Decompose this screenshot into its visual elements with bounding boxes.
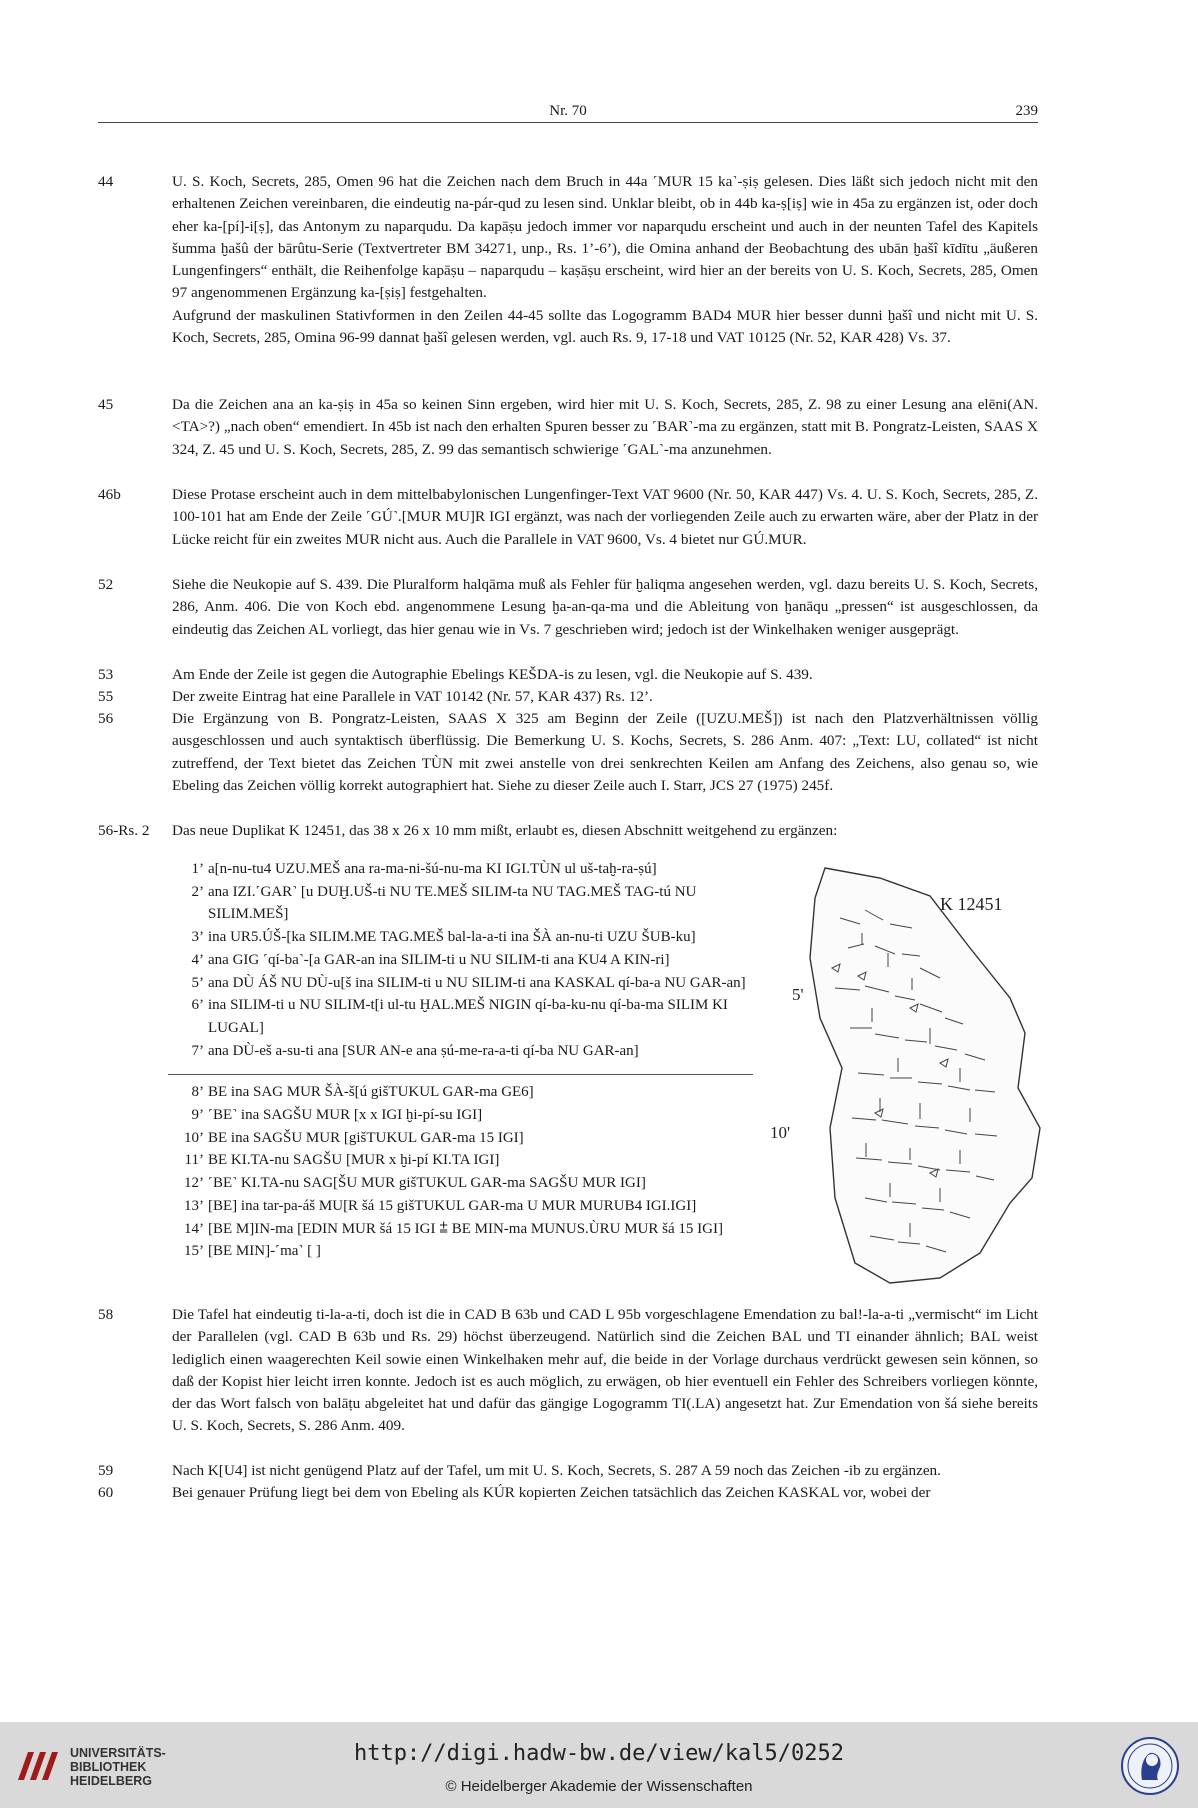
- note-number: 60: [98, 1484, 114, 1501]
- note-number: 52: [98, 576, 114, 593]
- page-number: 239: [1015, 103, 1038, 119]
- line-number: 2’: [191, 883, 204, 900]
- note-number: 55: [98, 688, 114, 705]
- note-53: [98, 664, 1038, 686]
- translit-line: [168, 858, 768, 881]
- library-name-line: BIBLIOTHEK: [70, 1760, 147, 1774]
- line-number: 8’: [191, 1084, 204, 1101]
- translit-line: [168, 881, 768, 926]
- line-number: 3’: [191, 929, 204, 946]
- translit-line: [168, 1104, 768, 1127]
- line-text: ina SILIM-ti u NU SILIM-t[i ul-tu ḪAL.MEŠ NIGIN qí-ba-ku-nu qí-ba-ma SILIM KI LUGAL]: [208, 997, 728, 1036]
- note-text: Da die Zeichen ana an ka-ṣiṣ in 45a so keinen Sinn ergeben, wird hier mit U. S. Koch, Secrets, 285, Z. 98 zu einer Lesung ana elēni(AN.<TA>?) „nach oben“ emendiert. In 45b ist nach den erhalten Spuren besser zu ˹BAR˺-ma zu ergänzen, statt mit B. Pongratz-Leisten, SAAS X 324, Z. 45 und U. S. Koch, Secrets, 285, Z. 99 das semantisch schwierige ˹GAL˺-ma anzunehmen.: [172, 396, 1038, 458]
- line-text: BE KI.TA-nu SAGŠU [MUR x ḫi-pí KI.TA IGI]: [208, 1152, 500, 1169]
- line-text: ˹BE˺ KI.TA-nu SAG[ŠU MUR gišTUKUL GAR-ma SAGŠU MUR IGI]: [208, 1175, 646, 1192]
- copyright-notice: © Heidelberger Akademie der Wissenschaften: [445, 1778, 753, 1795]
- line-number: 10’: [184, 1129, 204, 1146]
- line-number: 7’: [191, 1042, 204, 1059]
- line-text: ana DÙ-eš a-su-ti ana [SUR AN-e ana ṣú-me-ra-a-ti qí-ba NU GAR-an]: [208, 1042, 639, 1059]
- line-text: [BE] ina tar-pa-áš MU[R šá 15 gišTUKUL GAR-ma U MUR MURUB4 IGI.IGI]: [208, 1197, 697, 1214]
- line-text: BE ina SAG MUR ŠÀ-š[ú gišTUKUL GAR-ma GE6]: [208, 1084, 534, 1101]
- translit-line: [168, 1149, 768, 1172]
- note-number: 46b: [98, 486, 121, 503]
- running-header: [98, 103, 1038, 121]
- source-url-link[interactable]: http://digi.hadw-bw.de/view/kal5/0252: [353, 1741, 845, 1766]
- line-text: ana GIG ˹qí-ba˺-[a GAR-an ina SILIM-ti u NU SILIM-ti ana KU4 A KIN-ri]: [208, 951, 670, 968]
- tablet-drawing: [770, 858, 1090, 1288]
- line-number: 11’: [184, 1152, 204, 1169]
- note-60: [98, 1482, 1038, 1504]
- note-text: Die Ergänzung von B. Pongratz-Leisten, SAAS X 325 am Beginn der Zeile ([UZU.MEŠ]) ist nach den Platzverhältnissen völlig ausgeschlossen und auch syntaktisch überflüssig. Die Bemerkung U. S. Kochs, Secrets, S. 286 Anm. 407: „Text: LU, collated“ ist nicht zutreffend, der Text bietet das Zeichen TÙN mit zwei anstelle von drei senkrechten Keilen am Anfang des Zeichens, also genau so, wie Ebeling das Zeichen völlig korrekt autographiert hat. Siehe zu dieser Zeile auch I. Starr, JCS 27 (1975) 245f.: [172, 710, 1038, 794]
- line-text: a[n-nu-tu4 UZU.MEŠ ana ra-ma-ni-šú-nu-ma KI IGI.TÙN ul uš-taḫ-ra-ṣú]: [208, 861, 657, 877]
- translit-line: [168, 1127, 768, 1150]
- library-name-line: UNIVERSITÄTS-: [70, 1746, 166, 1760]
- line-number: 6’: [191, 997, 204, 1014]
- line-number: 9’: [191, 1107, 204, 1124]
- translit-line: [168, 1218, 768, 1241]
- library-name-line: HEIDELBERG: [70, 1774, 152, 1788]
- note-text: Siehe die Neukopie auf S. 439. Die Pluralform halqāma muß als Fehler für ḫaliqma angesehen werden, vgl. dazu bereits U. S. Koch, Secrets, 286, Anm. 406. Die von Koch ebd. angenommene Lesung ḫa-an-qa-ma und die Ableitung von ḫanāqu „pressen“ ist ausgeschlossen, da eindeutig das Zeichen AL vorliegt, das hier genau wie in Vs. 7 geschrieben wird; jedoch ist der Winkelhaken weniger ausgeprägt.: [172, 576, 1038, 638]
- note-55: [98, 686, 1038, 708]
- note-text: Aufgrund der maskulinen Stativformen in den Zeilen 44-45 sollte das Logogramm BAD4 MUR hier besser dunni ḫašî und nicht mit U. S. Koch, Secrets, 285, Omina 96-99 dannat ḫašî gelesen werden, vgl. auch Rs. 9, 17-18 und VAT 10125 (Nr. 52, KAR 428) Vs. 37.: [172, 306, 1038, 347]
- translit-line: [168, 994, 768, 1039]
- line-number: 12’: [184, 1175, 204, 1192]
- note-text: Die Tafel hat eindeutig ti-la-a-ti, doch ist die in CAD B 63b und CAD L 95b vorgeschlagene Emendation zu bal!-la-a-ti „vermischt“ im Licht der Parallelen (vgl. CAD B 63b und Rs. 29) höchst überzeugend. Natürlich sind die Zeichen BAL und TI einander ähnlich; BAL weist lediglich einen waagerechten Keil sowie einen Winkelhaken mehr auf, die beide in der Vorlage durchaus verdrückt gewesen sein können, so daß der Kopist hier leicht irren konnte. Jedoch ist es auch möglich, zu erwägen, ob hier eventuell ein Fehler des Schreibers vorliegen könnte, der das Wort falsch von balāṭu abgeleitet hat und dafür das gängige Logogramm TI(.LA) angesetzt hat. Zur Emendation von šá siehe bereits U. S. Koch, Secrets, S. 286 Anm. 409.: [172, 1306, 1038, 1435]
- translit-line: [168, 1040, 768, 1063]
- note-number: 59: [98, 1462, 114, 1479]
- note-text: Am Ende der Zeile ist gegen die Autographie Ebelings KEŠDA-is zu lesen, vgl. die Neukopie auf S. 439.: [172, 666, 813, 683]
- running-title: Nr. 70: [549, 103, 587, 119]
- note-text: Der zweite Eintrag hat eine Parallele in VAT 10142 (Nr. 57, KAR 437) Rs. 12’.: [172, 688, 653, 705]
- line-number: 1’: [191, 861, 204, 877]
- note-text: Diese Protase erscheint auch in dem mittelbabylonischen Lungenfinger-Text VAT 9600 (Nr. 50, KAR 447) Vs. 4. U. S. Koch, Secrets, 285, Z. 100-101 hat am Ende der Zeile ˹GÚ˺.[MUR MU]R IGI ergänzt, was nach der vorliegenden Zeile auch zu erwarten wäre, aber der Platz in der Lücke reicht für ein zweites MUR nicht aus. Auch die Parallele in VAT 9600, Vs. 4 bietet nur GÚ.MUR.: [172, 486, 1038, 548]
- translit-line: [168, 1074, 753, 1104]
- transliteration-block: [168, 858, 768, 1263]
- note-number: 56-Rs. 2: [98, 822, 150, 839]
- translit-line: [168, 1172, 768, 1195]
- line-number: 14’: [184, 1220, 204, 1237]
- note-number: 56: [98, 710, 114, 727]
- translit-line: [168, 949, 768, 972]
- line-text: ana DÙ ÁŠ NU DÙ-u[š ina SILIM-ti u NU SILIM-ti ana KASKAL qí-ba-a NU GAR-an]: [208, 974, 746, 991]
- line-text: ˹BE˺ ina SAGŠU MUR [x x IGI ḫi-pí-su IGI]: [208, 1107, 483, 1124]
- line-number: 4’: [191, 951, 204, 968]
- tablet-illustration-icon: [770, 858, 1090, 1288]
- note-number: 53: [98, 666, 114, 683]
- note-52: [98, 574, 1038, 641]
- note-56-rs2: [98, 820, 1038, 842]
- footer-bar: [0, 1722, 1198, 1808]
- line-number: 15’: [184, 1243, 204, 1260]
- academy-seal-icon: [1120, 1736, 1180, 1796]
- translit-line: [168, 926, 768, 949]
- note-58: [98, 1304, 1038, 1438]
- note-56: [98, 708, 1038, 797]
- note-46b: [98, 484, 1038, 551]
- line-number: 5’: [191, 974, 204, 991]
- note-number: 44: [98, 173, 114, 190]
- note-44: [98, 171, 1038, 349]
- translit-line: [168, 1195, 768, 1218]
- note-text: Bei genauer Prüfung liegt bei dem von Ebeling als KÚR kopierten Zeichen tatsächlich das Zeichen KASKAL vor, wobei der: [172, 1484, 931, 1501]
- note-number: 58: [98, 1306, 114, 1323]
- header-rule: [98, 122, 1038, 123]
- line-text: ina UR5.ÚŠ-[ka SILIM.ME TAG.MEŠ bal-la-a-ti ina ŠÀ an-nu-ti UZU ŠUB-ku]: [208, 929, 696, 946]
- note-text: Das neue Duplikat K 12451, das 38 x 26 x 10 mm mißt, erlaubt es, diesen Abschnitt weitgehend zu ergänzen:: [172, 822, 838, 839]
- line-text: ana IZI.˹GAR˺ [u DUḪ.UŠ-ti NU TE.MEŠ SILIM-ta NU TAG.MEŠ TAG-tú NU SILIM.MEŠ]: [208, 883, 697, 923]
- line-text: BE ina SAGŠU MUR [gišTUKUL GAR-ma 15 IGI]: [208, 1129, 524, 1146]
- note-number: 45: [98, 396, 114, 413]
- line-text: [BE M]IN-ma [EDIN MUR šá 15 IGI ⩲ BE MIN-ma MUNUS.ÙRU MUR šá 15 IGI]: [208, 1220, 723, 1237]
- note-59: [98, 1460, 1038, 1482]
- tablet-mark-10: 10': [770, 1123, 791, 1142]
- line-text: [BE MIN]-˹ma˺ [ ]: [208, 1243, 321, 1260]
- note-text: Nach K[U4] ist nicht genügend Platz auf der Tafel, um mit U. S. Koch, Secrets, S. 287 A 59 noch das Zeichen -ib zu ergänzen.: [172, 1462, 941, 1479]
- note-45: [98, 394, 1038, 461]
- line-number: 13’: [184, 1197, 204, 1214]
- note-text: U. S. Koch, Secrets, 285, Omen 96 hat die Zeichen nach dem Bruch in 44a ˹MUR 15 ka˺-ṣiṣ gelesen. Dies läßt sich jedoch nicht mit den erhaltenen Zeichen vereinbaren, die eindeutig na-pár-qud zu lesen sind. Unklar bleibt, ob in 44b ka-ṣ[iṣ] wie in 45a zu ergänzen ist, oder doch eher ka-[pí]-i[ṣ], das Antonym zu naparqudu. Da kapāṣu jedoch immer vor naparqudu erscheint und auch in der neunten Tafel des Kapitels šumma ḫašû der bārûtu-Serie (Textvertreter BM 34271, unp., Rs. 1’-6’), die Omina anhand der Beobachtung des ubān ḫašî kīdītu „äußeren Lungenfingers“ enthält, die Reihenfolge kapāṣu – naparqudu – kaṣāṣu erscheint, wird hier an der bereits von U. S. Koch, Secrets, 285, Omen 97 angenommenen Ergänzung ka-[ṣiṣ] festgehalten.: [172, 173, 1038, 302]
- tablet-label: K 12451: [940, 894, 1003, 914]
- translit-line: [168, 972, 768, 995]
- translit-line: [168, 1240, 768, 1263]
- tablet-mark-5: 5': [792, 985, 804, 1004]
